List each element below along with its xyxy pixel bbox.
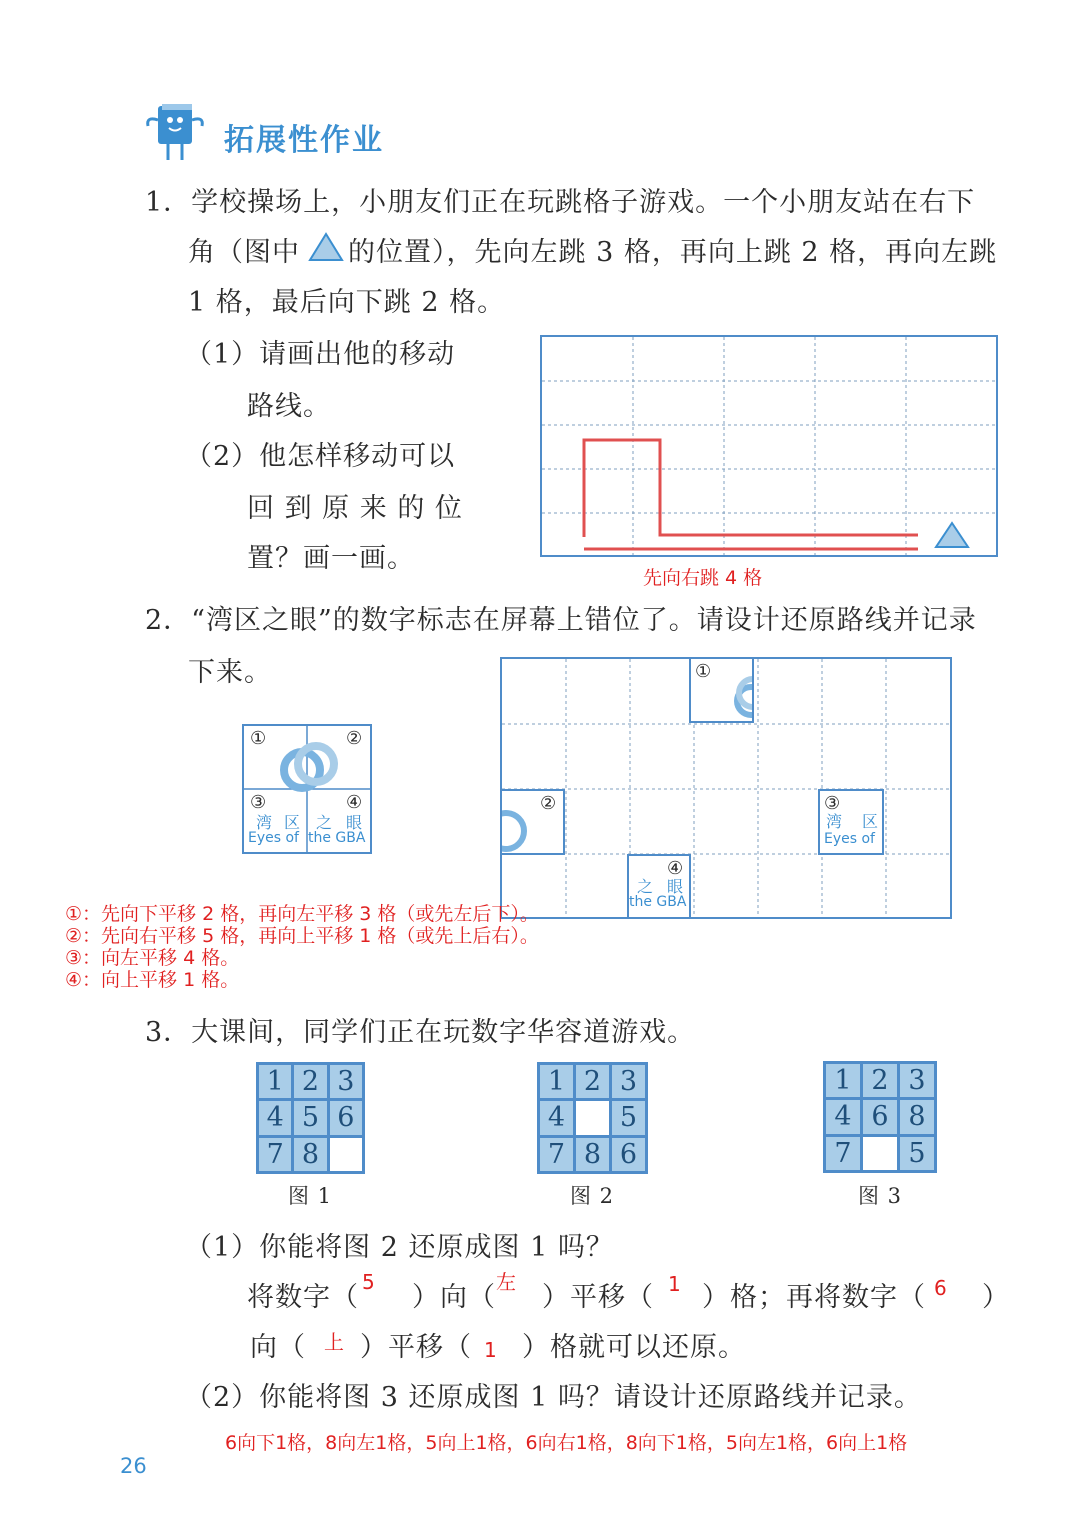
q2-line2: 下来。: [188, 657, 272, 688]
fig3-cell: 1: [826, 1064, 860, 1097]
fig1-cell: 2: [294, 1065, 326, 1098]
q2-answer-4: ④：向上平移 1 格。: [65, 969, 240, 991]
triangle-icon: [308, 232, 344, 266]
tile-4-cn-a: 之: [637, 877, 654, 896]
q1-answer: 先向右跳 4 格: [643, 567, 763, 589]
tile-3-mark: ③: [824, 793, 841, 814]
tile-2: [500, 789, 565, 855]
fill-f: 向（: [250, 1332, 306, 1363]
q1-line1: 1．学校操场上，小朋友们正在玩跳格子游戏。一个小朋友站在右下: [145, 187, 976, 218]
fig3-cell: 8: [900, 1100, 934, 1133]
q2-line1: 2．“湾区之眼”的数字标志在屏幕上错位了。请设计还原路线并记录: [145, 605, 977, 636]
fill-b: ）向（: [412, 1282, 496, 1313]
q1-part2-c: 置？画一画。: [247, 543, 415, 574]
tile-4-mark: ④: [667, 858, 684, 879]
logo-en-b: the GBA: [308, 830, 366, 846]
fig2-cell: 2: [576, 1065, 609, 1098]
fig1-cell: 6: [330, 1101, 362, 1134]
fig3-cell: 7: [826, 1137, 860, 1170]
puzzle-fig1: [256, 1062, 365, 1174]
fig3-cell: 5: [900, 1137, 934, 1170]
fig1-cell: 1: [259, 1065, 291, 1098]
fig3-cell: 3: [900, 1064, 934, 1097]
fig2-cell: 8: [576, 1138, 609, 1171]
fig1-cell: 5: [294, 1101, 326, 1134]
fig3-cell: 6: [863, 1100, 897, 1133]
answer-number-1[interactable]: 5: [362, 1270, 375, 1294]
fill-d: ）格；再将数字（: [702, 1282, 926, 1313]
logo-cn-4: 眼: [346, 813, 363, 832]
q3-answer2: 6向下1格，8向左1格，5向上1格，6向右1格，8向下1格，5向左1格，6向上1格: [225, 1432, 908, 1454]
fig3-cell: 4: [826, 1100, 860, 1133]
hopscotch-grid: [540, 335, 998, 557]
fig1-label: 图 1: [288, 1184, 333, 1208]
q1-part2-b: 回 到 原 来 的 位: [247, 493, 463, 524]
tile-2-mark: ②: [540, 793, 557, 814]
answer-steps-1[interactable]: 1: [668, 1272, 681, 1296]
answer-direction-2[interactable]: 上: [324, 1330, 344, 1354]
fig1-cell: 3: [330, 1065, 362, 1098]
fig2-label: 图 2: [570, 1184, 615, 1208]
fill-a: 将数字（: [247, 1282, 359, 1313]
logo-cn-1: 湾: [256, 813, 273, 832]
fig1-cell: 8: [294, 1138, 326, 1171]
header-mascot-icon: [140, 98, 212, 166]
q1-line2b: 的位置），先向左跳 3 格，再向上跳 2 格，再向左跳: [348, 237, 998, 268]
tile-1: [689, 657, 754, 723]
logo-mark-3: ③: [250, 792, 267, 813]
q1-part1-b: 路线。: [247, 391, 331, 422]
logo-en-a: Eyes of: [248, 830, 299, 846]
puzzle-fig3: [823, 1061, 937, 1173]
q1-line2a: 角（图中: [188, 237, 300, 268]
start-triangle: [936, 523, 968, 547]
logo-cn-3: 之: [316, 813, 333, 832]
tile-4: [627, 854, 691, 919]
logo-cn-2: 区: [284, 813, 301, 832]
logo-mark-1: ①: [250, 728, 267, 749]
fig3-label: 图 3: [858, 1184, 903, 1208]
puzzle-fig2: [537, 1062, 648, 1174]
logo-mark-2: ②: [346, 728, 363, 749]
fig1-cell: 7: [259, 1138, 291, 1171]
movement-path: [584, 440, 918, 537]
fig1-cell: 4: [259, 1101, 291, 1134]
fig2-cell: 3: [612, 1065, 645, 1098]
fig2-cell: 5: [612, 1101, 645, 1134]
fig3-empty-cell: [863, 1137, 897, 1170]
gba-logo-original: [242, 724, 372, 854]
q2-answer-2: ②：先向右平移 5 格，再向上平移 1 格（或先上后右）。: [65, 925, 539, 947]
tile-4-cn-b: 眼: [667, 877, 684, 896]
answer-number-2[interactable]: 6: [934, 1276, 947, 1300]
tile-1-mark: ①: [695, 661, 712, 682]
tile-3-cn-a: 湾: [826, 812, 843, 831]
fig2-cell: 4: [540, 1101, 573, 1134]
q1-part1-a: （1）请画出他的移动: [185, 339, 456, 370]
tile-3-en: Eyes of: [824, 831, 875, 847]
fig2-cell: 1: [540, 1065, 573, 1098]
answer-steps-2[interactable]: 1: [484, 1338, 497, 1362]
q2-answer-1: ①：先向下平移 2 格，再向左平移 3 格（或先左后下）。: [65, 903, 539, 925]
tile-4-en: the GBA: [629, 894, 687, 910]
page-number: 26: [120, 1454, 147, 1478]
fig3-cell: 2: [863, 1064, 897, 1097]
fig2-cell: 6: [612, 1138, 645, 1171]
fill-c: ）平移（: [542, 1282, 654, 1313]
q3-line1: 3．大课间，同学们正在玩数字华容道游戏。: [145, 1017, 696, 1048]
q3-part1: （1）你能将图 2 还原成图 1 吗？: [185, 1232, 614, 1263]
answer-direction-1[interactable]: 左: [496, 1270, 516, 1294]
q1-part2-a: （2）他怎样移动可以: [185, 441, 456, 472]
tile-3-cn-b: 区: [862, 812, 879, 831]
q1-line3: 1 格，最后向下跳 2 格。: [188, 287, 506, 318]
q3-part2: （2）你能将图 3 还原成图 1 吗？请设计还原路线并记录。: [185, 1382, 922, 1413]
logo-mark-4: ④: [346, 792, 363, 813]
fill-h: ）格就可以还原。: [522, 1332, 746, 1363]
fig2-cell: 7: [540, 1138, 573, 1171]
fill-g: ）平移（: [360, 1332, 472, 1363]
tile-3: [818, 789, 884, 855]
fig1-empty-cell: [330, 1138, 362, 1171]
q2-answer-3: ③：向左平移 4 格。: [65, 947, 240, 969]
fill-e: ）: [982, 1282, 1010, 1313]
fig2-empty-cell: [576, 1101, 609, 1134]
page-title: 拓展性作业: [224, 123, 384, 158]
